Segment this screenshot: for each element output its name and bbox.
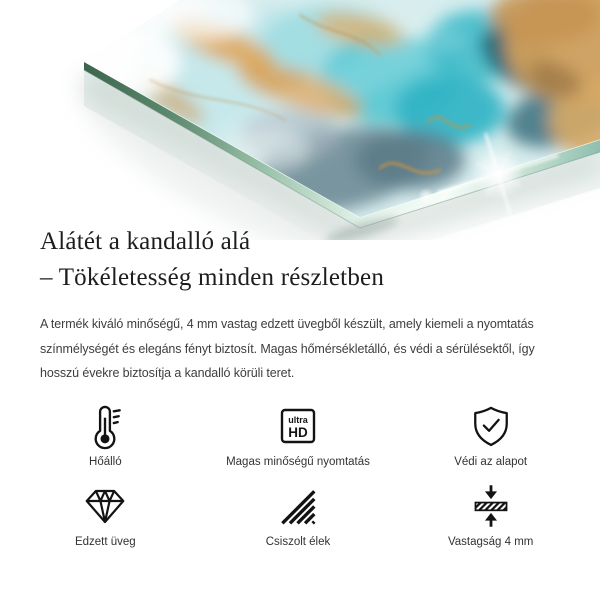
ultra-hd-icon bbox=[280, 402, 316, 450]
feature-label: Vastagság 4 mm bbox=[447, 536, 534, 548]
page-title bbox=[40, 224, 384, 296]
page-title-line1: Alátét a kandalló alá bbox=[40, 228, 251, 255]
feature-heat-resistant bbox=[9, 402, 202, 468]
feature-print-quality bbox=[202, 402, 395, 468]
feature-tempered-glass bbox=[9, 482, 202, 548]
feature-label: Edzett üveg bbox=[74, 536, 136, 548]
feature-protects-base bbox=[394, 402, 587, 468]
product-image bbox=[0, 0, 600, 240]
feature-grid bbox=[9, 402, 587, 548]
shield-check-icon bbox=[470, 402, 512, 450]
feature-label: Csiszolt élek bbox=[265, 536, 331, 548]
description-line: hosszú évekre biztosítja a kandalló körüli teret. bbox=[40, 366, 295, 380]
feature-thickness bbox=[394, 482, 587, 548]
thermometer-icon bbox=[88, 402, 122, 450]
description-line: színmélységét és elegáns fényt biztosít. Magas hőmérsékletálló, és védi a sérülésektől, így bbox=[40, 341, 535, 356]
feature-polished-edges bbox=[202, 482, 395, 548]
polished-edges-icon bbox=[279, 482, 316, 530]
feature-label: Magas minőségű nyomtatás bbox=[226, 456, 370, 468]
diamond-icon bbox=[84, 482, 126, 530]
thickness-icon bbox=[472, 482, 510, 530]
feature-label: Védi az alapot bbox=[454, 456, 528, 468]
feature-label: Hőálló bbox=[89, 456, 122, 468]
description-line: A termék kiváló minőségű, 4 mm vastag edzett üvegből készült, amely kiemeli a nyomtatás bbox=[40, 317, 534, 331]
product-description bbox=[40, 312, 535, 386]
page-title-line2: – Tökéletesség minden részletben bbox=[40, 264, 385, 291]
ultra-hd-icon-text-top: ultra bbox=[288, 415, 308, 425]
ultra-hd-icon-text-bottom: HD bbox=[288, 425, 308, 440]
